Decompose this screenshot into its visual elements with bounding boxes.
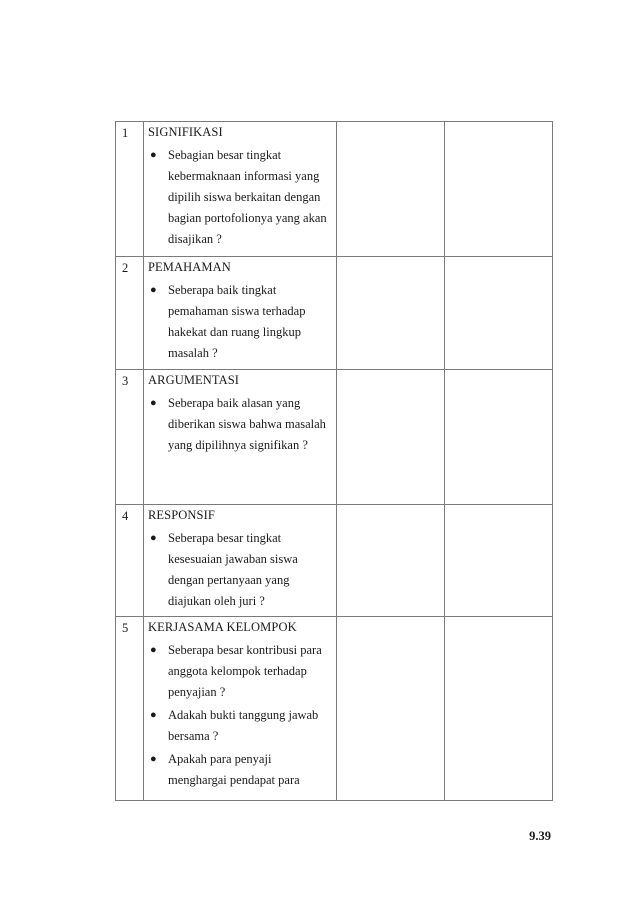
bullet-icon: ●: [150, 284, 157, 296]
criterion-cell: [144, 617, 337, 801]
criterion-cell: [144, 257, 337, 370]
row-number-cell: [116, 257, 144, 370]
table-row: [116, 122, 553, 257]
note-cell: [445, 617, 553, 801]
criterion-title: RESPONSIF: [148, 508, 215, 522]
list-item: ● Seberapa besar tingkat kesesuaian jawaban siswa dengan pertanyaan yang diajukan oleh juri ?: [148, 528, 332, 612]
bullet-icon: ●: [150, 532, 157, 544]
table-row: [116, 370, 553, 505]
criterion-cell: [144, 370, 337, 505]
criterion-title: PEMAHAMAN: [148, 260, 231, 274]
row-number: 5: [122, 621, 129, 635]
row-number: 1: [122, 126, 129, 140]
score-cell: [337, 122, 445, 257]
score-cell: [337, 257, 445, 370]
rubric-table: [115, 121, 553, 801]
table-row: [116, 617, 553, 801]
bullet-icon: ●: [150, 709, 157, 721]
table-row: [116, 257, 553, 370]
criterion-cell: [144, 122, 337, 257]
row-number-cell: [116, 122, 144, 257]
criterion-title: KERJASAMA KELOMPOK: [148, 620, 297, 634]
criterion-title: SIGNIFIKASI: [148, 125, 223, 139]
criterion-cell: [144, 505, 337, 617]
score-cell: [337, 617, 445, 801]
list-item: ● Seberapa baik tingkat pemahaman siswa terhadap hakekat dan ruang lingkup masalah ?: [148, 280, 332, 364]
row-number-cell: [116, 617, 144, 801]
note-cell: [445, 257, 553, 370]
row-number-cell: [116, 370, 144, 505]
note-cell: [445, 122, 553, 257]
list-item: ● Sebagian besar tingkat kebermaknaan informasi yang dipilih siswa berkaitan dengan bagian portofolionya yang akan disajikan ?: [148, 145, 332, 250]
row-number: 3: [122, 374, 129, 388]
row-number: 4: [122, 509, 129, 523]
note-cell: [445, 370, 553, 505]
page-number: 9.39: [529, 829, 551, 843]
list-item: ● Adakah bukti tanggung jawab bersama ?: [148, 705, 332, 747]
row-number: 2: [122, 261, 129, 275]
bullet-icon: ●: [150, 397, 157, 409]
list-item: ● Seberapa baik alasan yang diberikan siswa bahwa masalah yang dipilihnya signifikan ?: [148, 393, 332, 456]
bullet-icon: ●: [150, 753, 157, 765]
criterion-title: ARGUMENTASI: [148, 373, 240, 387]
note-cell: [445, 505, 553, 617]
row-number-cell: [116, 505, 144, 617]
score-cell: [337, 505, 445, 617]
table-row: [116, 505, 553, 617]
list-item: ● Apakah para penyaji menghargai pendapat para: [148, 749, 332, 791]
list-item: ● Seberapa besar kontribusi para anggota kelompok terhadap penyajian ?: [148, 640, 332, 703]
bullet-icon: ●: [150, 149, 157, 161]
bullet-icon: ●: [150, 644, 157, 656]
score-cell: [337, 370, 445, 505]
